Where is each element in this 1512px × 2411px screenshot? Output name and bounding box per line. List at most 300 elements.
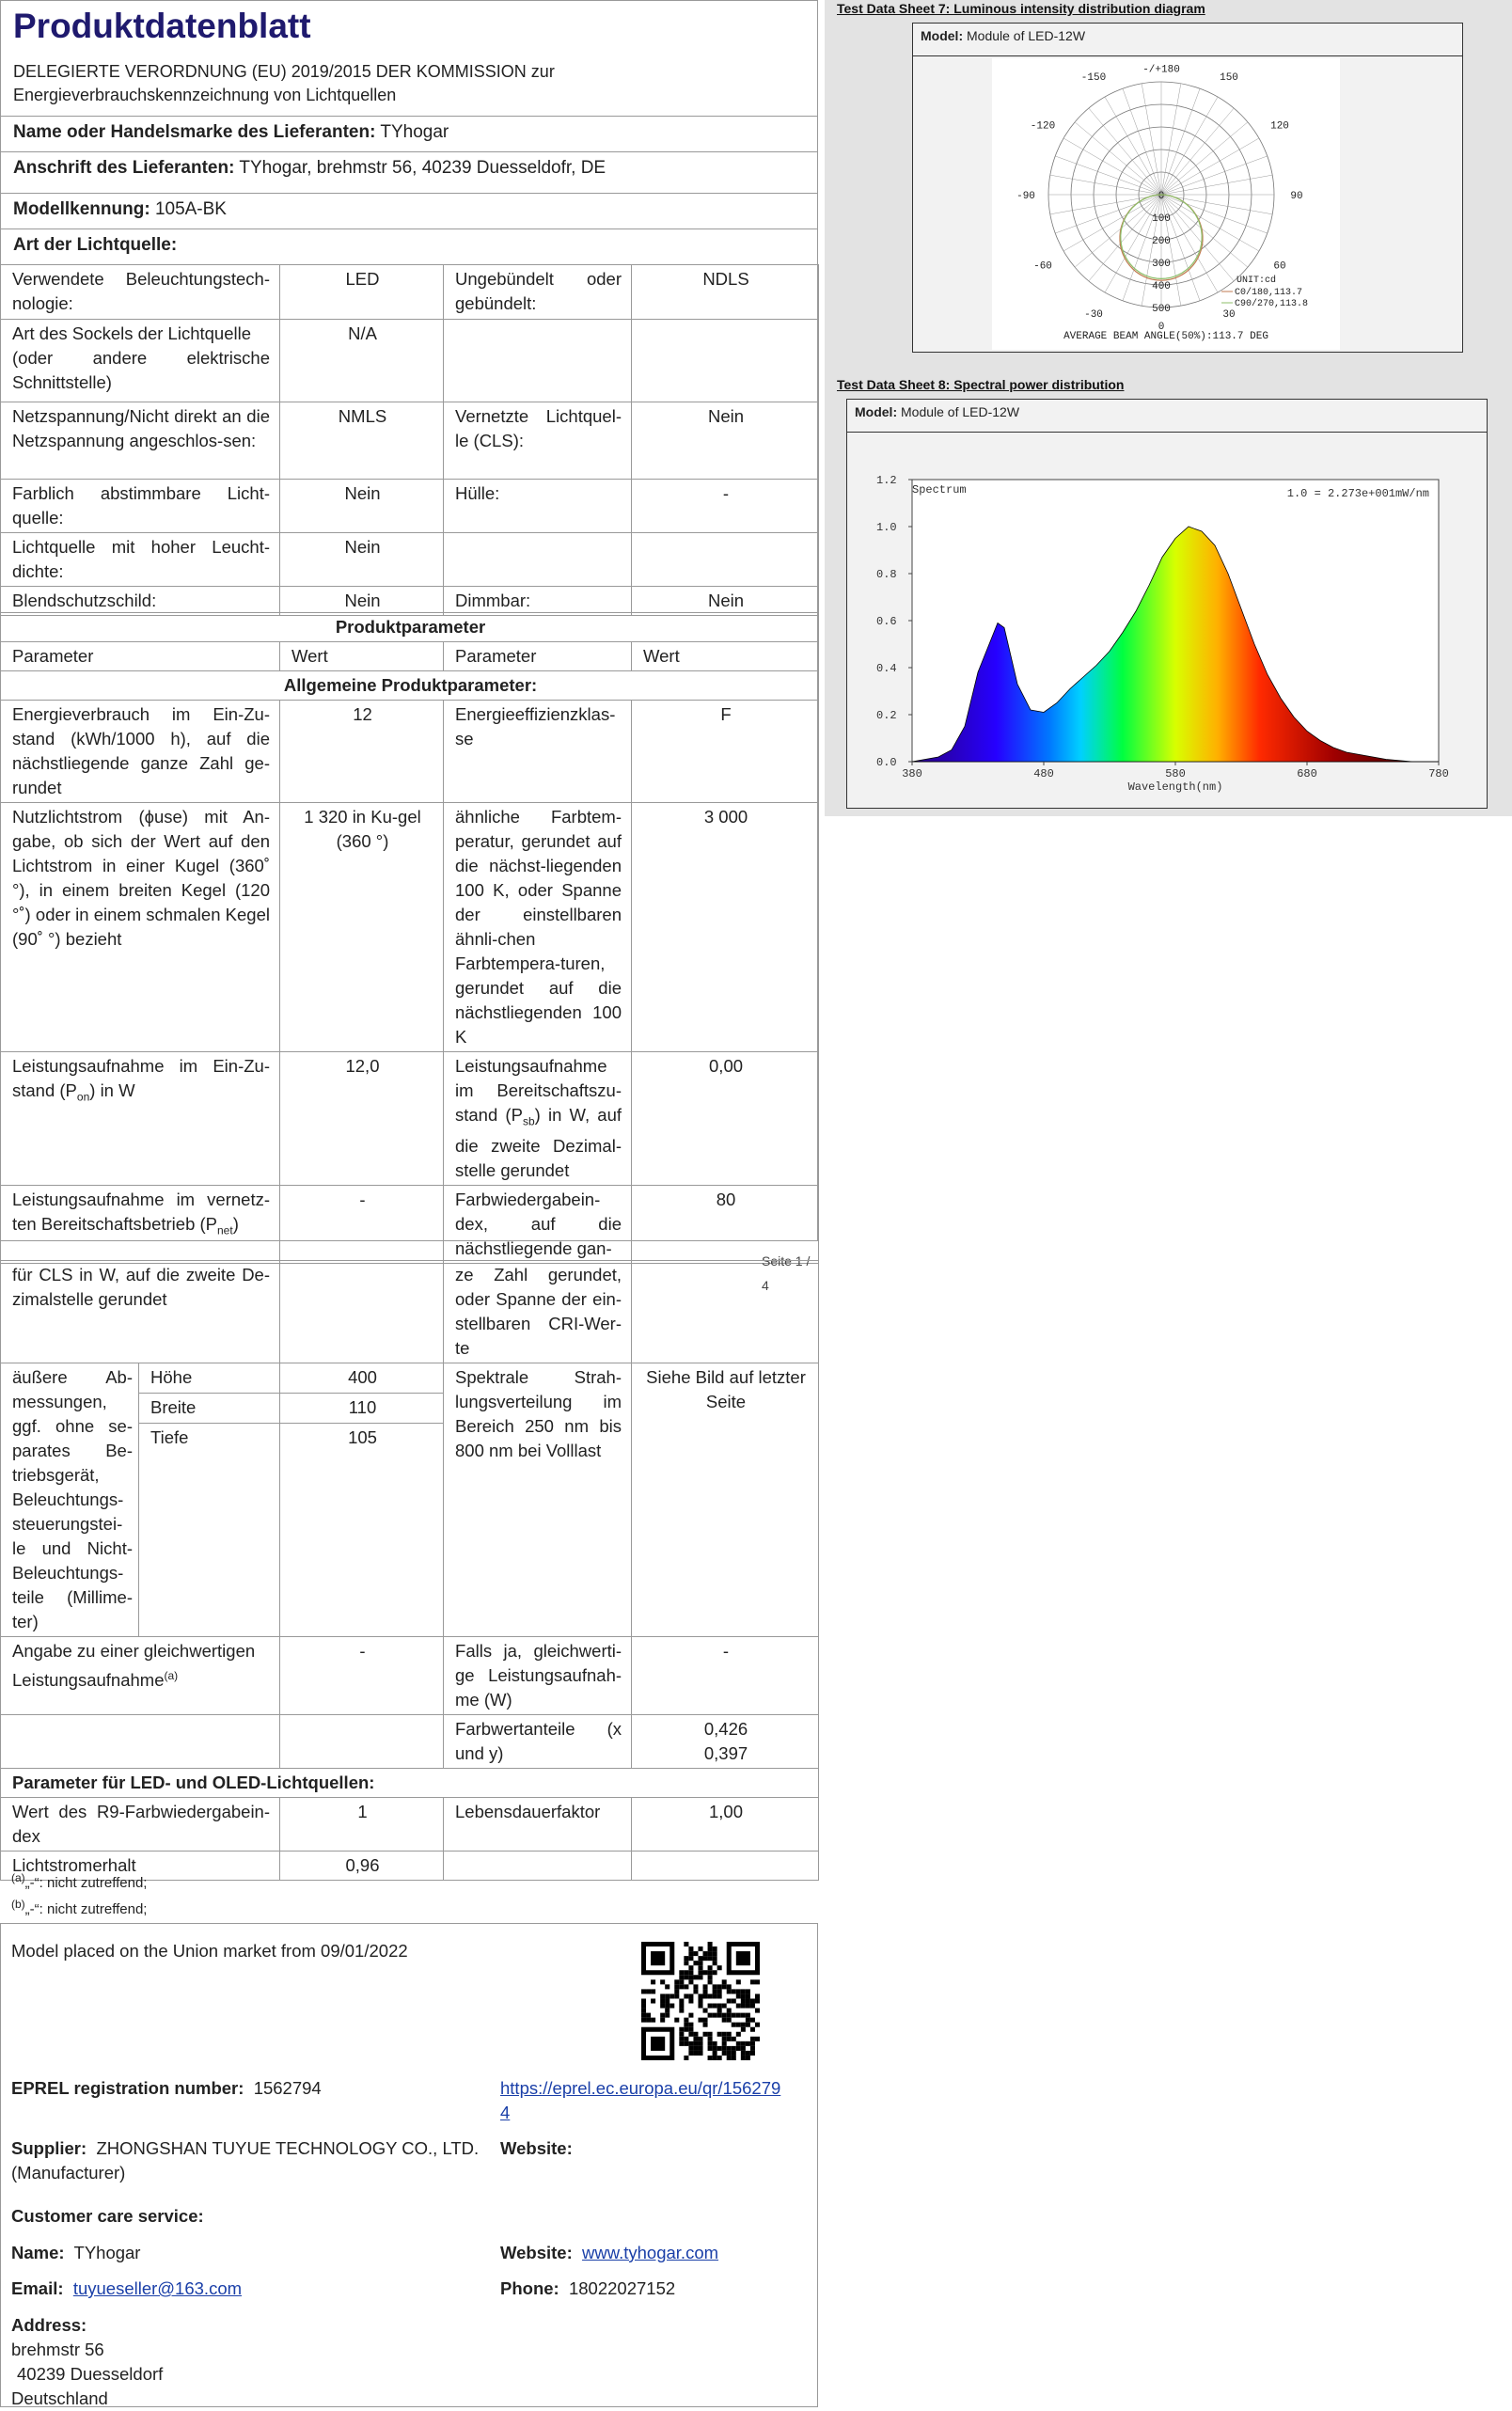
qr-module <box>708 1979 713 1984</box>
table-row <box>1 1261 819 1363</box>
continuation-table <box>0 1260 819 1881</box>
table-row <box>1 533 819 587</box>
footnote-mark: (a) <box>11 1871 25 1884</box>
param-cell: Wert des R9-Farbwiedergabein-dex <box>1 1798 280 1852</box>
address-line: 40239 Duesseldorf <box>17 2364 164 2384</box>
qr-finder <box>651 2037 665 2051</box>
polar-unit: UNIT:cd <box>1236 276 1277 286</box>
qr-module <box>722 1979 727 1984</box>
param-cell: Farblich abstimmbare Licht-quelle: <box>1 480 280 533</box>
product-params-table <box>0 612 819 1264</box>
value-cell: 1,00 <box>632 1798 819 1852</box>
subscript: sb <box>522 1114 535 1128</box>
param-cell: ze Zahl gerundet, oder Spanne der ein-stellbaren CRI-Wer-te <box>444 1261 632 1363</box>
param-cell <box>1 1052 280 1186</box>
qr-module <box>713 2056 717 2060</box>
contact-name <box>11 2241 140 2265</box>
spectral-model-box <box>846 399 1488 433</box>
qr-module <box>755 2009 760 2013</box>
param-cell: Blendschutzschild: <box>1 587 280 616</box>
qr-module <box>660 2018 665 2023</box>
qr-module <box>713 1961 717 1965</box>
qr-module <box>741 1998 746 2003</box>
column-header: Wert <box>632 642 819 671</box>
value-cell: NMLS <box>280 402 444 480</box>
qr-module <box>708 1970 713 1975</box>
param-cell: Dimmbar: <box>444 587 632 616</box>
supplier-label: Supplier: <box>11 2138 87 2158</box>
value-cell <box>632 1715 819 1769</box>
polar-radial-label: 400 <box>1152 281 1171 292</box>
value-cell: Nein <box>280 587 444 616</box>
qr-module <box>746 2023 750 2027</box>
qr-module <box>688 1951 693 1956</box>
qr-module <box>722 2032 727 2037</box>
param-cell: Hülle: <box>444 480 632 533</box>
customer-care-label: Customer care service: <box>11 2206 204 2226</box>
qr-code-icon[interactable] <box>641 1942 760 2060</box>
y-tick-label: 1.2 <box>876 474 897 487</box>
qr-module <box>684 2041 688 2046</box>
eprel-number <box>11 2076 322 2101</box>
footnote-text: „-“: nicht zutreffend; <box>24 1875 148 1891</box>
table-row <box>1 1769 819 1798</box>
qr-module <box>750 2051 755 2056</box>
param-cell <box>1 1715 280 1769</box>
qr-module <box>684 2037 688 2041</box>
qr-module <box>693 1951 698 1956</box>
table-row <box>1 1052 819 1186</box>
qr-module <box>698 1961 702 1965</box>
polar-angle-label: -150 <box>1080 72 1107 84</box>
address-line: Deutschland <box>11 2388 108 2408</box>
spectral-chart <box>851 442 1483 804</box>
qr-module <box>698 2041 702 2046</box>
qr-module <box>684 1956 688 1961</box>
qr-module <box>755 2037 760 2041</box>
qr-module <box>713 1984 717 1989</box>
polar-angle-label: -30 <box>1084 309 1103 321</box>
name-value: TYhogar <box>73 2243 141 2262</box>
name-label: Name: <box>11 2243 65 2262</box>
polar-angle-label: 90 <box>1290 191 1303 202</box>
value-cell <box>280 1715 444 1769</box>
qr-module <box>688 1946 693 1951</box>
value-cell: 0,00 <box>632 1052 819 1186</box>
model-label: Model: <box>921 28 964 43</box>
qr-module <box>688 2027 693 2032</box>
qr-module <box>755 2023 760 2027</box>
subscript: on <box>76 1090 90 1104</box>
qr-finder <box>736 1951 750 1965</box>
qr-module <box>698 2046 702 2051</box>
qr-module <box>741 2023 746 2027</box>
subscript: net <box>217 1223 233 1237</box>
qr-module <box>732 2046 736 2051</box>
qr-module <box>741 2056 746 2060</box>
qr-module <box>660 2004 665 2009</box>
qr-module <box>698 1993 702 1998</box>
footnote-a <box>11 1867 147 1894</box>
table-row <box>1 671 819 701</box>
qr-module <box>646 1989 651 1993</box>
param-cell: Falls ja, gleichwerti-ge Leistungsaufnah-me (W) <box>444 1637 632 1715</box>
polar-sheet-label: Test Data Sheet 7: Luminous intensity distribution diagram <box>837 1 1205 16</box>
qr-module <box>688 1979 693 1984</box>
email-link[interactable]: tuyueseller@163.com <box>72 2278 243 2298</box>
qr-module <box>646 2013 651 2018</box>
qr-module <box>703 2009 708 2013</box>
qr-module <box>703 1993 708 1998</box>
param-text: Leistungsaufnahme im Bereitschaftszu-stand (P <box>455 1056 622 1125</box>
qr-module <box>688 1956 693 1961</box>
qr-module <box>732 2051 736 2056</box>
param-cell <box>1 1185 280 1263</box>
polar-angle-label: -120 <box>1030 120 1056 133</box>
footnote-mark: (a) <box>164 1669 179 1682</box>
qr-module <box>688 2046 693 2051</box>
qr-module <box>708 2004 713 2009</box>
chroma-x: 0,426 <box>703 1719 748 1739</box>
qr-module <box>736 2023 741 2027</box>
polar-angle-label: -60 <box>1033 260 1052 273</box>
qr-module <box>669 1993 674 1998</box>
qr-module <box>722 2037 727 2041</box>
qr-module <box>755 1993 760 1998</box>
qr-module <box>713 2051 717 2056</box>
qr-module <box>703 1951 708 1956</box>
qr-module <box>651 2018 655 2023</box>
qr-module <box>717 2009 722 2013</box>
qr-module <box>732 2037 736 2041</box>
qr-module <box>717 1965 722 1970</box>
qr-module <box>688 1998 693 2003</box>
eprel-link[interactable]: https://eprel.ec.europa.eu/qr/1562794 <box>500 2078 781 2122</box>
dimension-value: 105 <box>280 1423 444 1637</box>
qr-module <box>746 1989 750 1993</box>
value-cell: - <box>280 1637 444 1715</box>
qr-module <box>660 2013 665 2018</box>
qr-module <box>674 1993 679 1998</box>
qr-module <box>717 1993 722 1998</box>
dimension-name: Höhe <box>139 1363 280 1394</box>
qr-module <box>736 1979 741 1984</box>
qr-module <box>698 1998 702 2003</box>
qr-module <box>741 2004 746 2009</box>
qr-module <box>727 1989 732 1993</box>
x-tick-label: 780 <box>1428 767 1449 780</box>
value-cell: - <box>280 1185 444 1263</box>
polar-beam-angle: AVERAGE BEAM ANGLE(50%):113.7 DEG <box>1063 331 1268 342</box>
y-tick-label: 0.2 <box>876 709 897 722</box>
polar-radial-label: 300 <box>1152 259 1171 270</box>
param-text: Leistungsaufnahme im vernetz-ten Bereitschaftsbetrieb (P <box>12 1189 270 1234</box>
qr-module <box>708 1942 713 1946</box>
value-cell: 3 000 <box>632 803 819 1052</box>
value-cell: Nein <box>632 402 819 480</box>
qr-module <box>698 2051 702 2056</box>
polar-angle-label: 30 <box>1222 309 1236 321</box>
qr-module <box>736 1993 741 1998</box>
website-label: Website: <box>500 2243 573 2262</box>
qr-module <box>693 1961 698 1965</box>
polar-radial-label: 500 <box>1152 304 1171 315</box>
model-label: Model: <box>855 404 898 419</box>
qr-module <box>660 1998 665 2003</box>
param-cell: Farbwiedergabein-dex, auf die nächstliegende gan- <box>444 1185 632 1263</box>
qr-finder <box>651 1951 665 1965</box>
model-value: Module of LED-12W <box>901 404 1020 419</box>
qr-module <box>755 1979 760 1984</box>
param-cell: Farbwertanteile (x und y) <box>444 1715 632 1769</box>
qr-module <box>698 2018 702 2023</box>
qr-module <box>727 2056 732 2060</box>
y-tick-label: 0.8 <box>876 568 897 581</box>
website-link[interactable]: www.tyhogar.com <box>582 2243 719 2262</box>
qr-module <box>641 2004 646 2009</box>
dimension-value: 400 <box>280 1363 444 1394</box>
column-header: Parameter <box>444 642 632 671</box>
value-cell: - <box>632 480 819 533</box>
value-cell <box>632 1852 819 1881</box>
polar-radial-label: 200 <box>1152 236 1171 247</box>
param-text: ) in W, auf die zweite Dezimal-stelle gerundet <box>455 1105 622 1180</box>
qr-module <box>750 2004 755 2009</box>
qr-module <box>746 2051 750 2056</box>
table-row <box>1 613 819 642</box>
supplier-value: ZHONGSHAN TUYUE TECHNOLOGY CO., LTD. (Manufacturer) <box>11 2138 480 2183</box>
y-axis-label: Spectrum <box>912 483 967 496</box>
qr-module <box>684 2027 688 2032</box>
led-params-header: Parameter für LED- und OLED-Lichtquellen: <box>1 1769 819 1798</box>
phone-value: 18022027152 <box>568 2278 676 2298</box>
table-row <box>1 803 819 1052</box>
qr-module <box>665 1984 669 1989</box>
qr-module <box>688 2013 693 2018</box>
light-source-type-label: Art der Lichtquelle: <box>13 235 178 255</box>
value-cell: Nein <box>280 533 444 587</box>
qr-module <box>727 2051 732 2056</box>
qr-module <box>688 1993 693 1998</box>
qr-module <box>679 2041 684 2046</box>
value-cell: 1 <box>280 1798 444 1852</box>
qr-module <box>727 1998 732 2003</box>
qr-module <box>741 2051 746 2056</box>
qr-module <box>708 2041 713 2046</box>
param-cell: Lebensdauerfaktor <box>444 1798 632 1852</box>
page-number: Seite 1 / 4 <box>762 1253 811 1293</box>
value-cell: 80 <box>632 1185 819 1263</box>
table-row <box>1 1798 819 1852</box>
qr-module <box>713 1970 717 1975</box>
qr-module <box>736 2004 741 2009</box>
value-cell: 12 <box>280 701 444 803</box>
qr-module <box>741 2027 746 2032</box>
param-cell: Lichtquelle mit hoher Leucht-dichte: <box>1 533 280 587</box>
qr-module <box>693 2037 698 2041</box>
value-cell <box>632 1261 819 1363</box>
param-cell <box>444 533 632 587</box>
qr-module <box>746 1993 750 1998</box>
x-tick-label: 680 <box>1297 767 1317 780</box>
contact-phone <box>500 2277 675 2301</box>
scale-annotation: 1.0 = 2.273e+001mW/nm <box>1286 487 1429 500</box>
equiv-label: Angabe zu einer gleichwertigen Leistungsaufnahme <box>12 1641 256 1691</box>
address-line: brehmstr 56 <box>11 2340 104 2359</box>
qr-module <box>722 2018 727 2023</box>
qr-module <box>736 2013 741 2018</box>
qr-module <box>698 1965 702 1970</box>
qr-module <box>750 1998 755 2003</box>
qr-module <box>713 2004 717 2009</box>
qr-module <box>713 1951 717 1956</box>
qr-module <box>741 2013 746 2018</box>
table-row <box>1 402 819 480</box>
qr-module <box>713 2013 717 2018</box>
qr-module <box>688 2051 693 2056</box>
qr-module <box>746 2004 750 2009</box>
qr-module <box>750 2018 755 2023</box>
qr-module <box>708 1951 713 1956</box>
y-tick-label: 0.6 <box>876 615 897 628</box>
qr-module <box>713 1956 717 1961</box>
param-cell <box>1 1637 280 1715</box>
qr-module <box>750 1979 755 1984</box>
qr-module <box>717 1989 722 1993</box>
light-source-table <box>0 264 819 616</box>
x-tick-label: 480 <box>1033 767 1054 780</box>
param-cell: für CLS in W, auf die zweite De-zimalstelle gerundet <box>1 1261 280 1363</box>
qr-module <box>665 2009 669 2013</box>
general-params-header: Allgemeine Produktparameter: <box>1 671 819 701</box>
qr-module <box>717 2046 722 2051</box>
value-cell <box>632 320 819 402</box>
qr-module <box>698 2037 702 2041</box>
polar-angle-label: 0 <box>1158 322 1165 334</box>
param-cell <box>444 1852 632 1881</box>
qr-module <box>684 2023 688 2027</box>
chroma-y: 0,397 <box>703 1743 748 1763</box>
model-id-label: Modellkennung: <box>13 199 150 219</box>
param-cell: Lichtstromerhalt <box>1 1852 280 1881</box>
qr-module <box>746 2013 750 2018</box>
param-cell: ähnliche Farbtem-peratur, gerundet auf die nächst-liegenden 100 K, oder Spanne der einstellbaren ähnli-chen Farbtempera-turen, gerundet auf die nächstliegenden 100 K <box>444 803 632 1052</box>
polar-angle-label: -/+180 <box>1142 64 1180 76</box>
model-value: Module of LED-12W <box>967 28 1086 43</box>
qr-module <box>722 1984 727 1989</box>
qr-module <box>732 1998 736 2003</box>
x-tick-label: 380 <box>902 767 922 780</box>
qr-module <box>727 2009 732 2013</box>
qr-module <box>708 2032 713 2037</box>
qr-module <box>732 2023 736 2027</box>
email-label: Email: <box>11 2278 64 2298</box>
qr-module <box>741 1989 746 1993</box>
polar-legend-c0: C0/180,113.7 <box>1235 288 1303 298</box>
polar-radial-label: 0 <box>1158 191 1165 202</box>
qr-module <box>688 1965 693 1970</box>
qr-module <box>750 2046 755 2051</box>
qr-module <box>727 2046 732 2051</box>
qr-module <box>708 1956 713 1961</box>
param-cell <box>444 320 632 402</box>
spectral-sheet-label: Test Data Sheet 8: Spectral power distribution <box>837 377 1125 392</box>
qr-module <box>693 2032 698 2037</box>
qr-module <box>641 1989 646 1993</box>
light-source-type-row <box>0 228 818 264</box>
eprel-number-label: EPREL registration number: <box>11 2078 244 2098</box>
supplier-name-label: Name oder Handelsmarke des Lieferanten: <box>13 122 376 142</box>
market-date: Model placed on the Union market from 09/01/2022 <box>11 1941 408 1961</box>
polar-legend-c90: C90/270,113.8 <box>1235 299 1309 309</box>
qr-module <box>693 2046 698 2051</box>
qr-module <box>684 1993 688 1998</box>
qr-module <box>641 2018 646 2023</box>
table-row <box>1 642 819 671</box>
qr-module <box>684 1961 688 1965</box>
value-cell <box>280 1261 444 1363</box>
qr-module <box>708 2046 713 2051</box>
qr-module <box>746 2041 750 2046</box>
qr-module <box>660 1979 665 1984</box>
qr-module <box>679 2027 684 2032</box>
qr-module <box>679 2004 684 2009</box>
qr-module <box>703 1984 708 1989</box>
qr-module <box>679 1970 684 1975</box>
model-id-row <box>0 193 818 228</box>
qr-module <box>713 2041 717 2046</box>
qr-module <box>688 2023 693 2027</box>
product-params-header: Produktparameter <box>1 613 819 642</box>
qr-module <box>727 1984 732 1989</box>
param-cell: Art des Sockels der Lichtquelle (oder andere elektrische Schnittstelle) <box>1 320 280 402</box>
qr-module <box>717 1984 722 1989</box>
value-cell: 0,96 <box>280 1852 444 1881</box>
dimension-name: Tiefe <box>139 1423 280 1637</box>
polar-angle-label: 150 <box>1220 72 1238 84</box>
value-cell: N/A <box>280 320 444 402</box>
qr-module <box>674 2018 679 2023</box>
qr-module <box>688 1970 693 1975</box>
qr-module <box>679 2032 684 2037</box>
supplier-info <box>11 2136 481 2185</box>
param-text: ) <box>232 1213 239 1234</box>
param-cell: Nutzlichtstrom (ϕuse) mit An-gabe, ob sich der Wert auf den Lichtstrom in einer Kugel (360˚ °), in einem breiten Kegel (120 °˚) oder in einem schmalen Kegel (90˚ °) bezieht <box>1 803 280 1052</box>
qr-module <box>660 1993 665 1998</box>
table-row <box>1 1185 819 1263</box>
value-cell: F <box>632 701 819 803</box>
qr-module <box>713 1946 717 1951</box>
qr-module <box>698 1975 702 1979</box>
value-cell: Nein <box>632 587 819 616</box>
qr-module <box>750 2041 755 2046</box>
qr-module <box>727 2013 732 2018</box>
qr-module <box>669 2004 674 2009</box>
model-id-value: 105A-BK <box>154 199 227 219</box>
qr-module <box>703 1956 708 1961</box>
polar-diagram <box>992 58 1340 350</box>
param-text: ) in W <box>89 1080 135 1100</box>
param-cell: Energieverbrauch im Ein-Zu-stand (kWh/1000 h), auf die nächstliegende ganze Zahl ge-rundet <box>1 701 280 803</box>
footnote-text: „-“: nicht zutreffend; <box>24 1901 148 1917</box>
qr-module <box>703 1989 708 1993</box>
qr-module <box>736 2046 741 2051</box>
table-row <box>1 701 819 803</box>
eprel-number-value: 1562794 <box>253 2078 322 2098</box>
qr-module <box>674 1979 679 1984</box>
param-cell: Vernetzte Lichtquel-le (CLS): <box>444 402 632 480</box>
spectral-value: Siehe Bild auf letzter Seite <box>632 1363 819 1637</box>
